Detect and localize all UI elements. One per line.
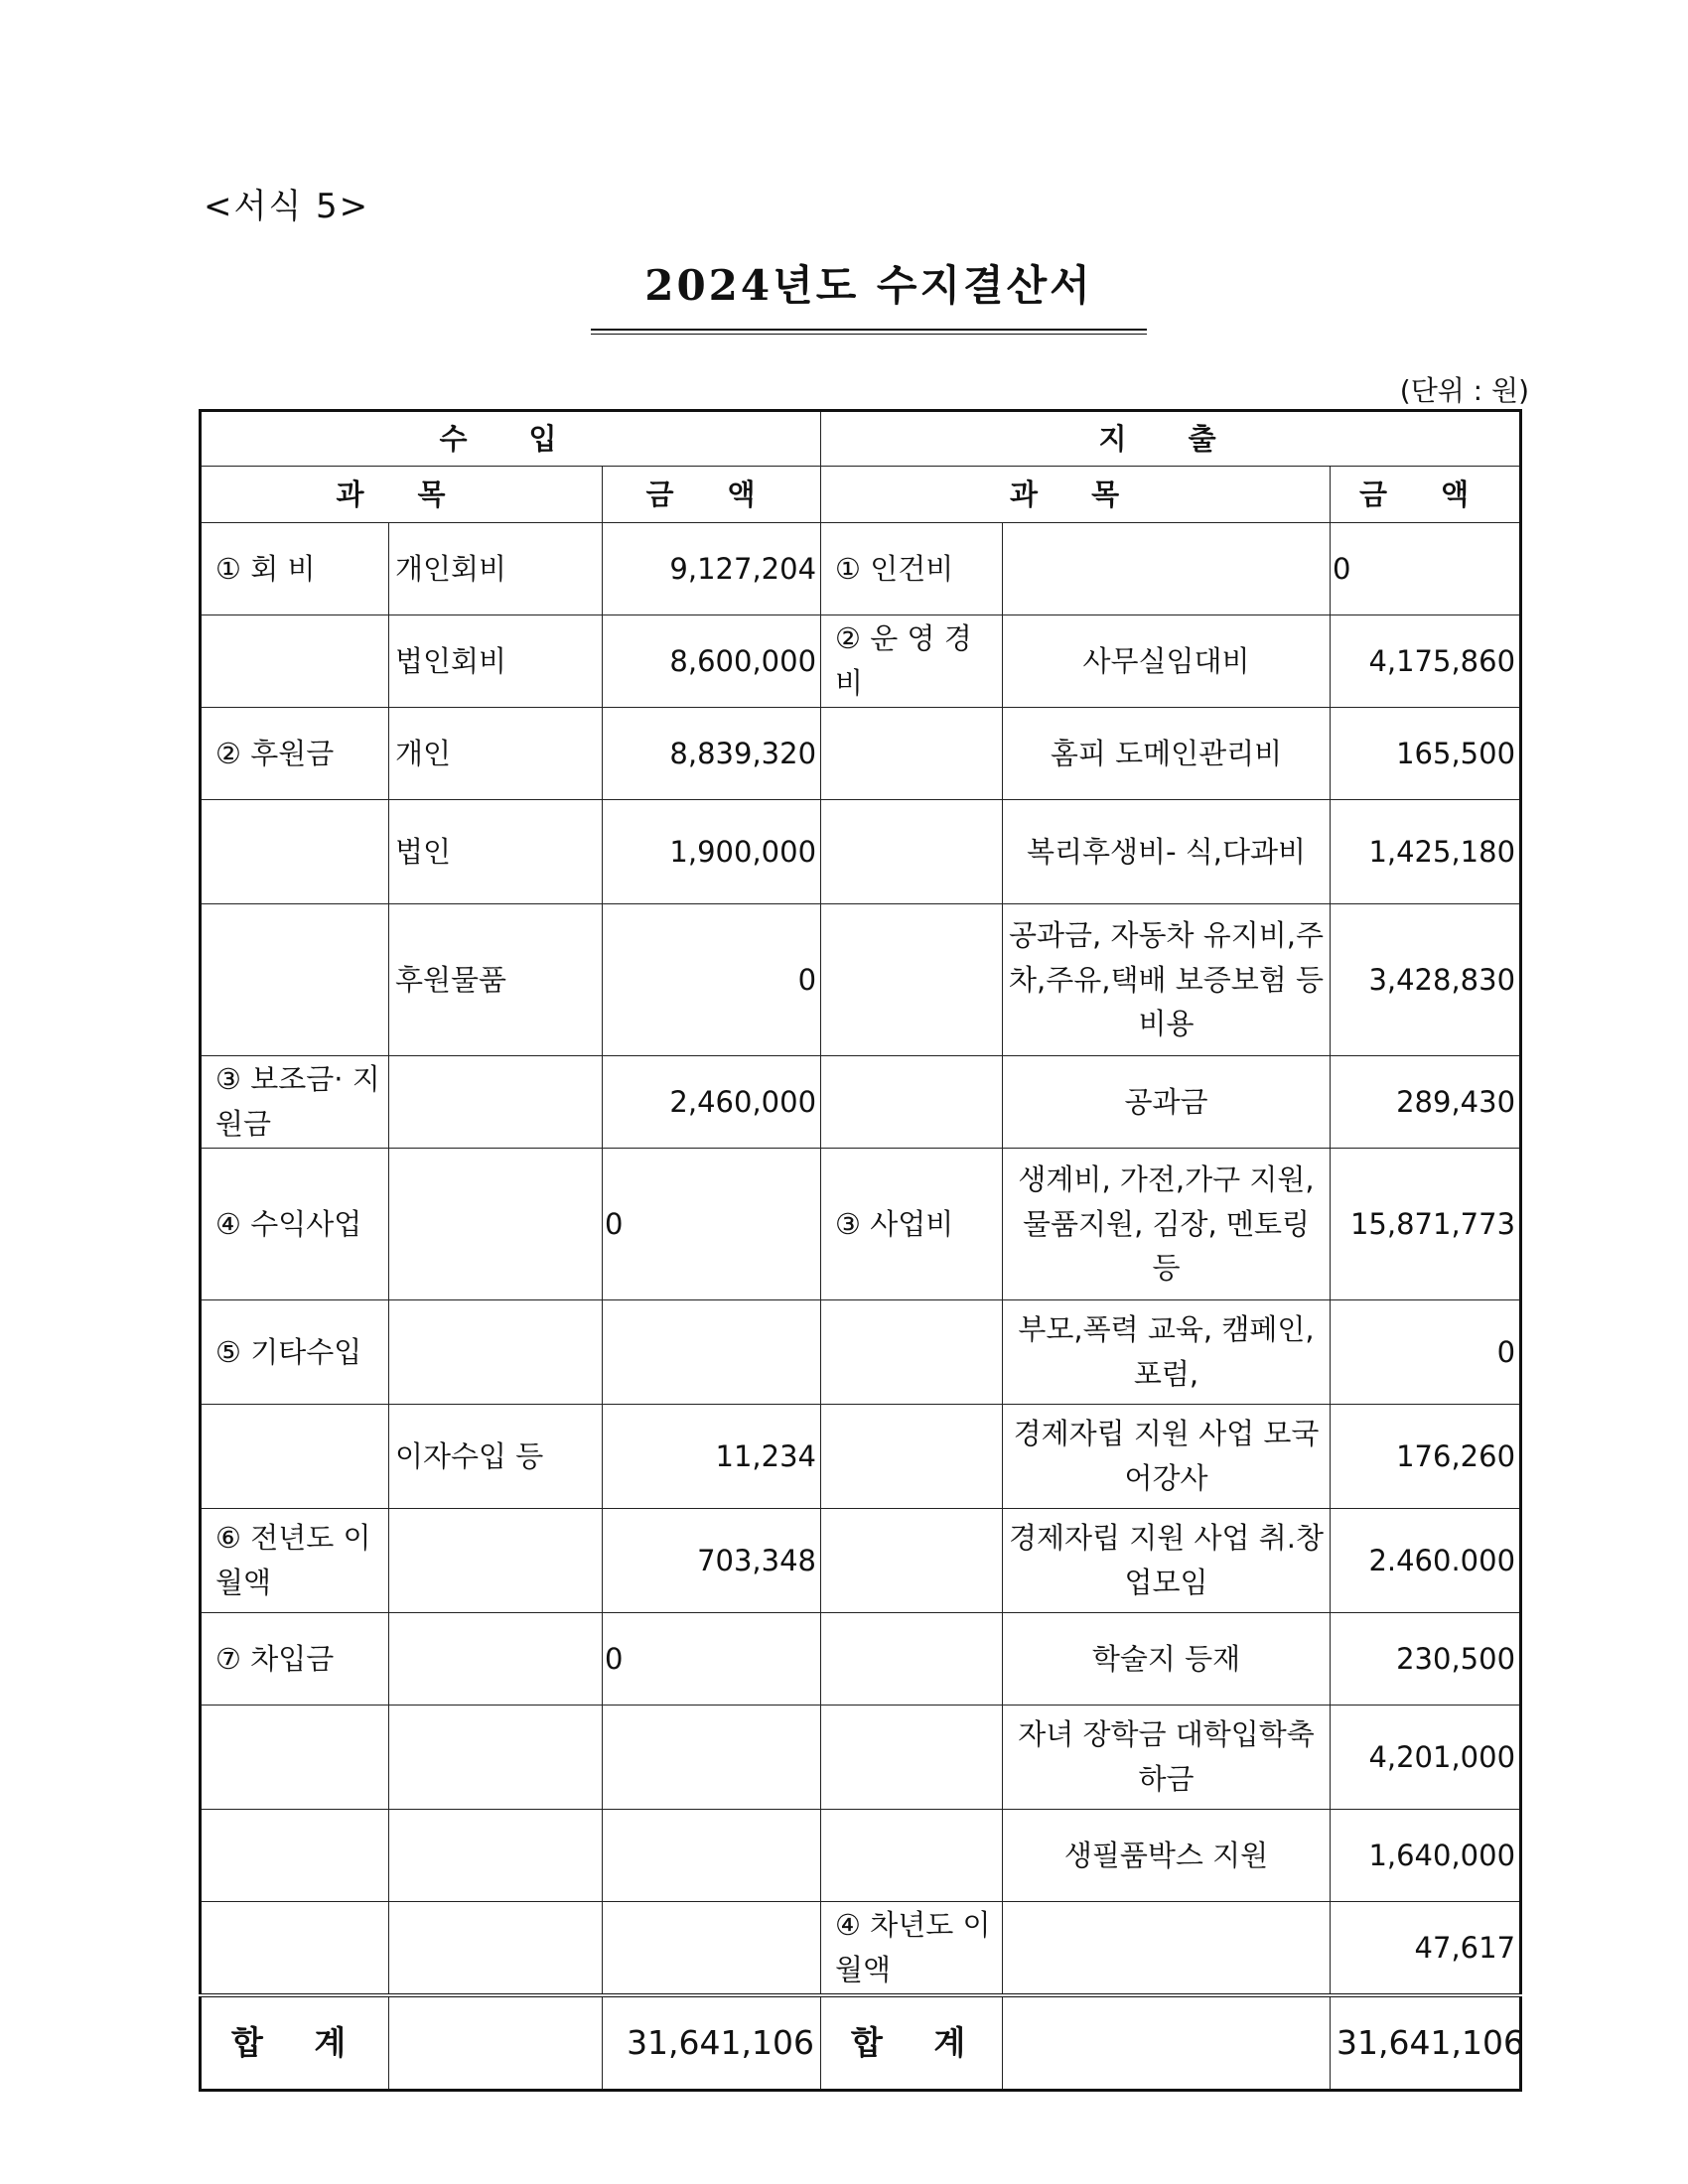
income-subitem: [389, 1810, 603, 1902]
table-row: [201, 708, 1521, 800]
income-category: ① 회 비: [201, 523, 389, 615]
expense-subitem: 복리후생비- 식,다과비: [1003, 800, 1331, 904]
expense-subitem: 공과금, 자동차 유지비,주차,주유,택배 보증보험 등 비용: [1003, 904, 1331, 1056]
table-row: [201, 1405, 1521, 1509]
expense-category: [821, 1706, 1003, 1810]
income-category: [201, 904, 389, 1056]
expense-subitem: 경제자립 지원 사업 모국어강사: [1003, 1405, 1331, 1509]
table-row: [201, 800, 1521, 904]
income-amount: 8,600,000: [603, 615, 821, 708]
header-row-1: [201, 411, 1521, 467]
income-subitem: 법인회비: [389, 615, 603, 708]
expense-category: [821, 800, 1003, 904]
table-row: [201, 1056, 1521, 1149]
expense-total-amount: 31,641,106: [1331, 1995, 1521, 2091]
total-row: [201, 1995, 1521, 2091]
table-row: [201, 1509, 1521, 1613]
expense-item-header: 과 목: [821, 467, 1331, 523]
expense-subitem: 공과금: [1003, 1056, 1331, 1149]
expense-category: [821, 1405, 1003, 1509]
income-category: [201, 1706, 389, 1810]
income-subitem: 후원물품: [389, 904, 603, 1056]
income-total-label: 합 계: [201, 1995, 389, 2091]
expense-category: [821, 1613, 1003, 1706]
income-amount: 9,127,204: [603, 523, 821, 615]
income-amount: [603, 1706, 821, 1810]
income-category: ④ 수익사업: [201, 1149, 389, 1300]
expense-subitem: [1003, 1902, 1331, 1996]
expense-subitem: 생계비, 가전,가구 지원, 물품지원, 김장, 멘토링 등: [1003, 1149, 1331, 1300]
income-category: [201, 1902, 389, 1996]
table-row: [201, 1300, 1521, 1405]
income-amount: [603, 1300, 821, 1405]
income-subitem: [389, 1613, 603, 1706]
income-category: ⑤ 기타수입: [201, 1300, 389, 1405]
expense-subitem: 생필품박스 지원: [1003, 1810, 1331, 1902]
expense-amount: 0: [1331, 523, 1521, 615]
expense-category: [821, 904, 1003, 1056]
expense-category: [821, 1056, 1003, 1149]
expense-amount: 289,430: [1331, 1056, 1521, 1149]
income-amount: 0: [603, 904, 821, 1056]
expense-total-blank: [1003, 1995, 1331, 2091]
table-row: [201, 1706, 1521, 1810]
table-row: [201, 1613, 1521, 1706]
income-subitem: [389, 1706, 603, 1810]
income-subitem: 개인: [389, 708, 603, 800]
income-amount: [603, 1810, 821, 1902]
unit-label: (단위 : 원): [1399, 374, 1529, 407]
expense-category: ④ 차년도 이월액: [821, 1902, 1003, 1996]
expense-subitem: 사무실임대비: [1003, 615, 1331, 708]
expense-amount: 1,425,180: [1331, 800, 1521, 904]
income-amount: [603, 1902, 821, 1996]
expense-amount: 47,617: [1331, 1902, 1521, 1996]
income-subitem: [389, 1056, 603, 1149]
expense-category: ③ 사업비: [821, 1149, 1003, 1300]
expense-amount: 2.460.000: [1331, 1509, 1521, 1613]
income-total-amount: 31,641,106: [603, 1995, 821, 2091]
income-category: ② 후원금: [201, 708, 389, 800]
income-amount: 0: [603, 1613, 821, 1706]
income-amount-header: 금 액: [603, 467, 821, 523]
expense-category: ② 운 영 경 비: [821, 615, 1003, 708]
income-category: ⑥ 전년도 이월액: [201, 1509, 389, 1613]
title-block: [591, 253, 1147, 335]
expense-subitem: 자녀 장학금 대학입학축하금: [1003, 1706, 1331, 1810]
expense-header: 지 출: [821, 411, 1521, 467]
expense-amount-header: 금 액: [1331, 467, 1521, 523]
expense-category: [821, 1300, 1003, 1405]
income-subitem: 이자수입 등: [389, 1405, 603, 1509]
expense-subitem: 홈피 도메인관리비: [1003, 708, 1331, 800]
income-subitem: [389, 1149, 603, 1300]
expense-category: [821, 1509, 1003, 1613]
header-row-2: [201, 467, 1521, 523]
table-row: [201, 1810, 1521, 1902]
income-subitem: [389, 1509, 603, 1613]
expense-amount: 176,260: [1331, 1405, 1521, 1509]
table-row: [201, 1149, 1521, 1300]
table-row: [201, 615, 1521, 708]
income-category: ⑦ 차입금: [201, 1613, 389, 1706]
income-category: [201, 615, 389, 708]
expense-subitem: 경제자립 지원 사업 취.창업모임: [1003, 1509, 1331, 1613]
expense-amount: 230,500: [1331, 1613, 1521, 1706]
income-category: [201, 1405, 389, 1509]
income-amount: 1,900,000: [603, 800, 821, 904]
expense-amount: 3,428,830: [1331, 904, 1521, 1056]
income-subitem: [389, 1902, 603, 1996]
expense-category: [821, 1810, 1003, 1902]
expense-amount: 165,500: [1331, 708, 1521, 800]
expense-category: [821, 708, 1003, 800]
expense-amount: 15,871,773: [1331, 1149, 1521, 1300]
settlement-table: [199, 409, 1522, 2092]
expense-subitem: [1003, 523, 1331, 615]
income-item-header: 과 목: [201, 467, 603, 523]
expense-amount: 1,640,000: [1331, 1810, 1521, 1902]
income-total-blank: [389, 1995, 603, 2091]
income-amount: 0: [603, 1149, 821, 1300]
income-category: [201, 800, 389, 904]
expense-category: ① 인건비: [821, 523, 1003, 615]
income-subitem: [389, 1300, 603, 1405]
table-row: [201, 523, 1521, 615]
income-amount: 703,348: [603, 1509, 821, 1613]
income-header: 수 입: [201, 411, 821, 467]
expense-amount: 0: [1331, 1300, 1521, 1405]
income-category: ③ 보조금· 지원금: [201, 1056, 389, 1149]
expense-subitem: 부모,폭력 교육, 캠페인,포럼,: [1003, 1300, 1331, 1405]
table-row: [201, 904, 1521, 1056]
income-amount: 8,839,320: [603, 708, 821, 800]
form-number: <서식 5>: [204, 187, 370, 226]
income-subitem: 개인회비: [389, 523, 603, 615]
title-underline: [591, 329, 1147, 335]
expense-subitem: 학술지 등재: [1003, 1613, 1331, 1706]
expense-amount: 4,175,860: [1331, 615, 1521, 708]
income-category: [201, 1810, 389, 1902]
expense-amount: 4,201,000: [1331, 1706, 1521, 1810]
income-subitem: 법인: [389, 800, 603, 904]
table-row: [201, 1902, 1521, 1996]
expense-total-label: 합 계: [821, 1995, 1003, 2091]
page-title: 2024년도 수지결산서: [644, 261, 1093, 310]
income-amount: 2,460,000: [603, 1056, 821, 1149]
income-amount: 11,234: [603, 1405, 821, 1509]
